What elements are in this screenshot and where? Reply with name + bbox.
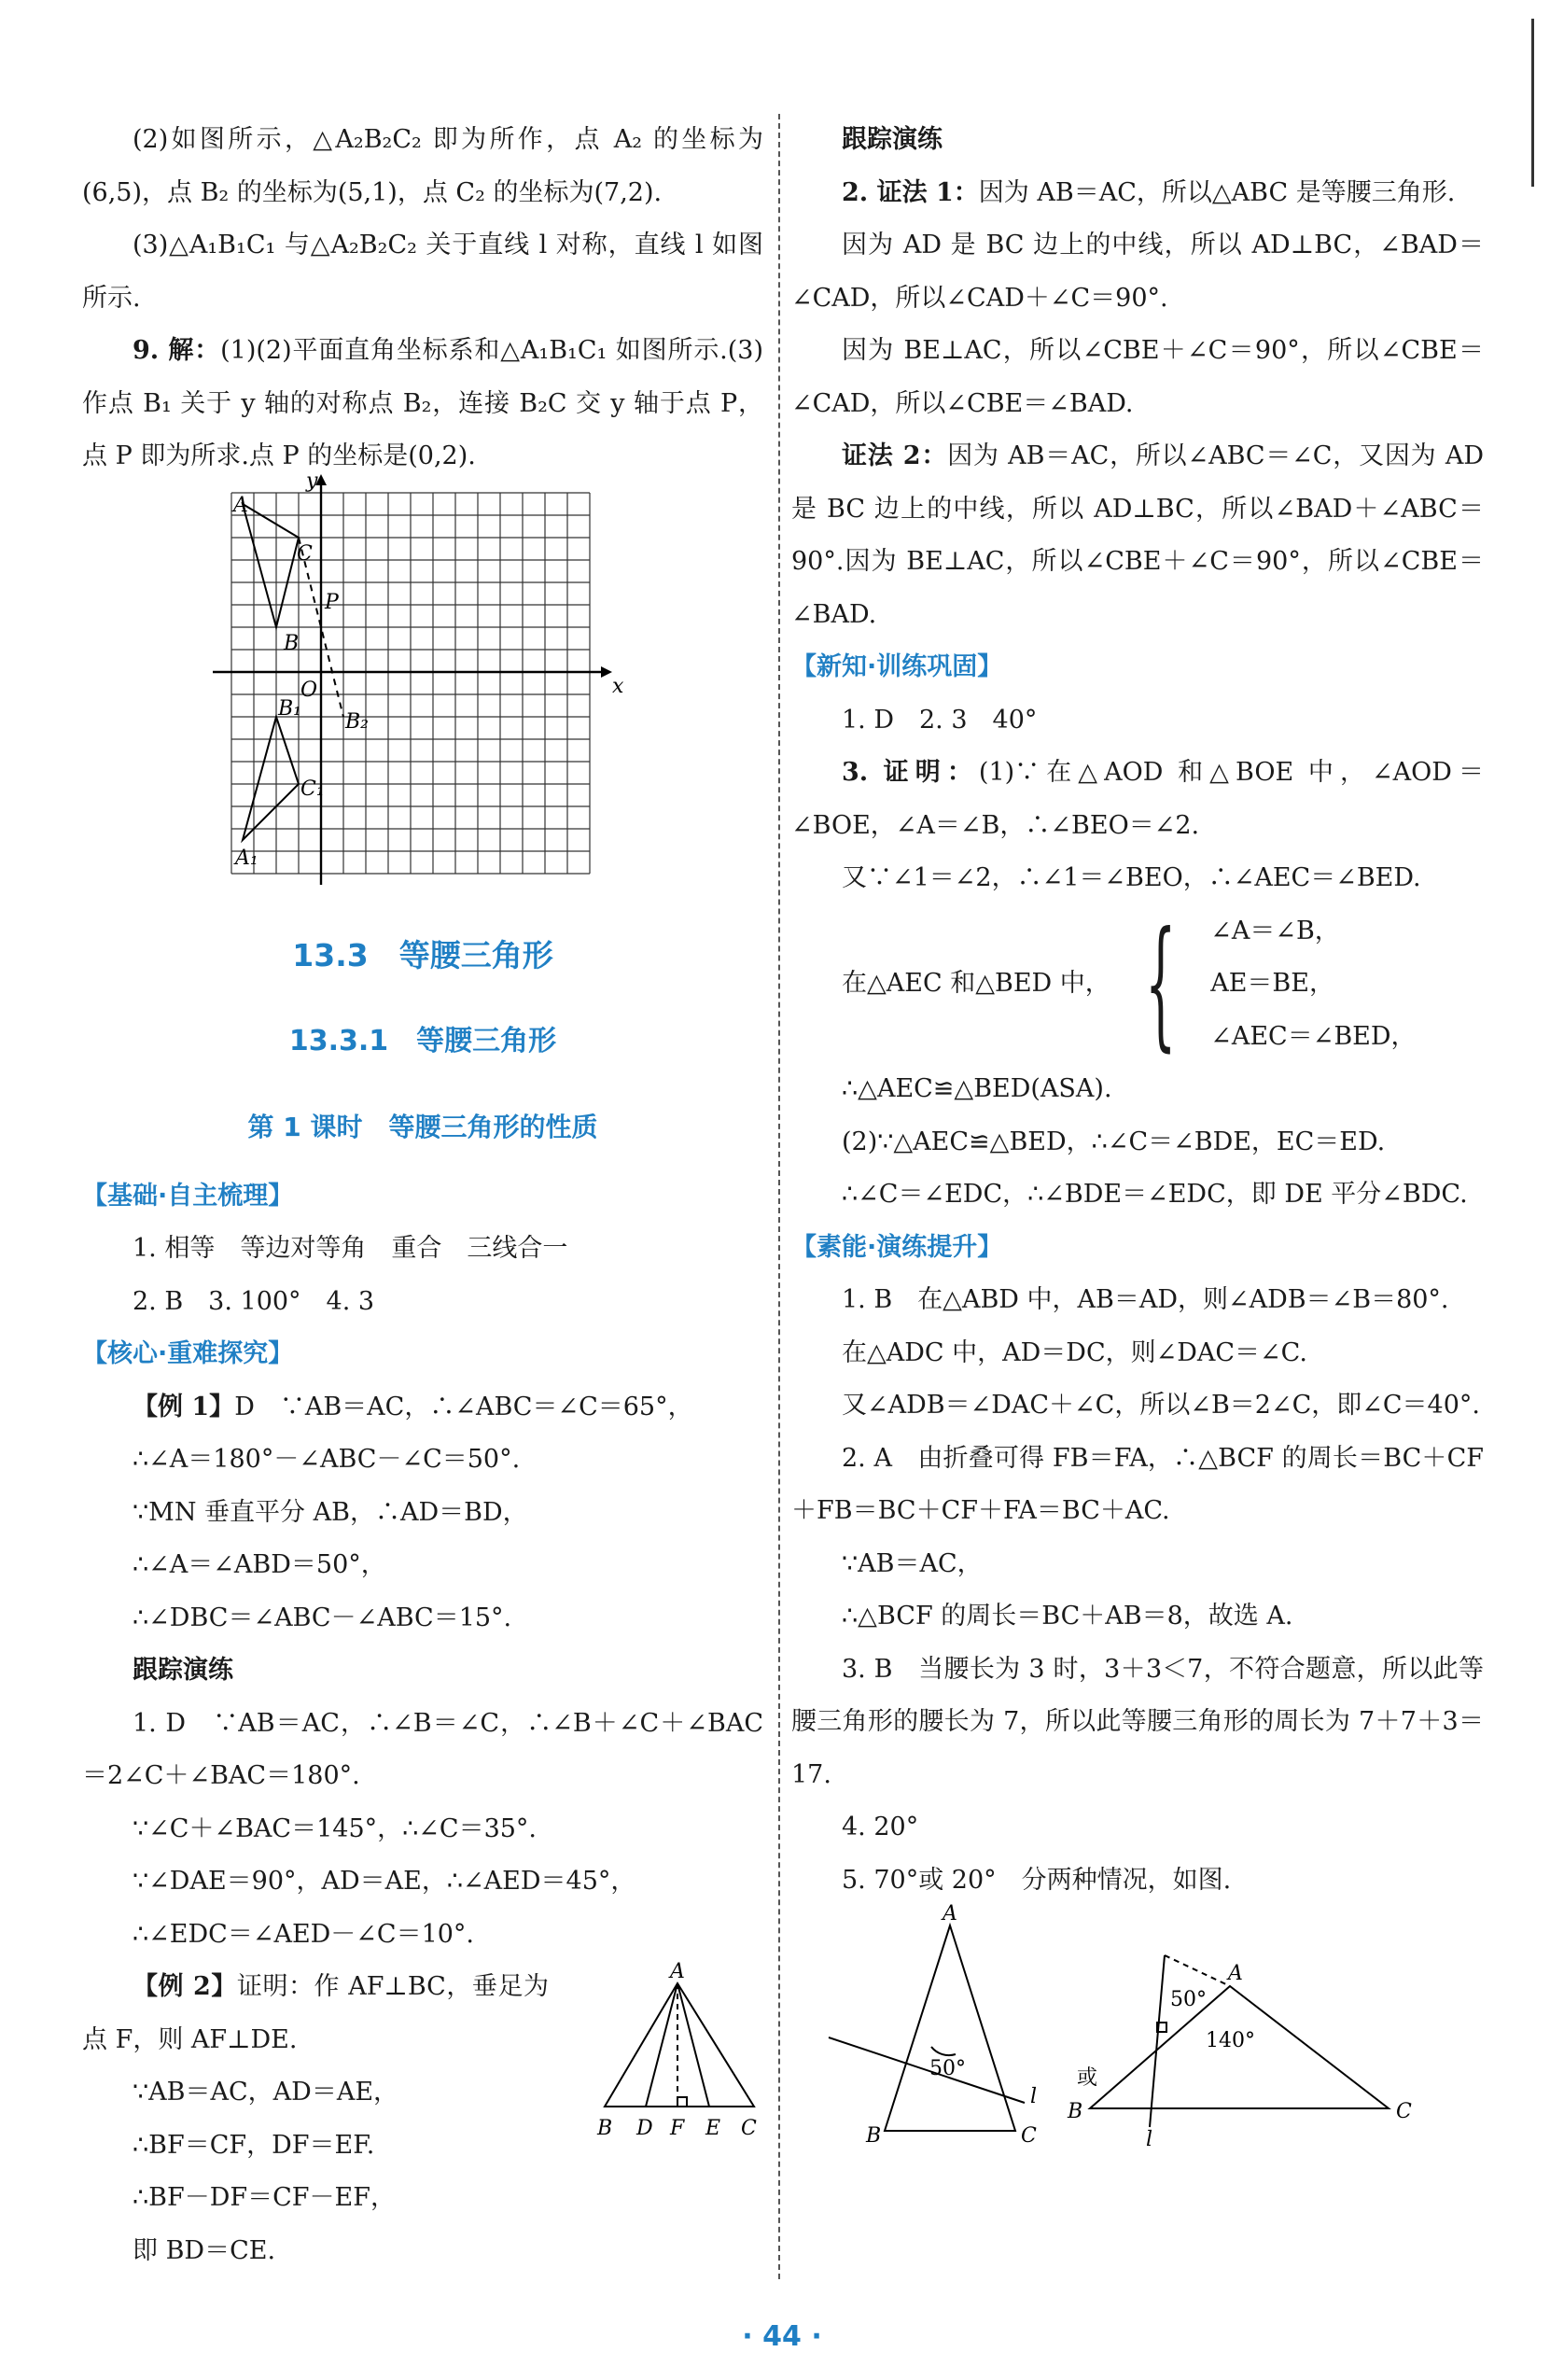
triangle-label-e: E (705, 2117, 721, 2140)
or-label: 或 (1077, 2066, 1098, 2090)
point-label-a: A (233, 493, 248, 517)
proof-lead: 2. 证法 1： (842, 177, 979, 207)
column-divider (778, 114, 780, 2279)
condition-line: AE＝BE， (1210, 969, 1334, 998)
answer-lead: 9. 解： (133, 336, 221, 365)
paragraph: (3)△A₁B₁C₁ 与△A₂B₂C₂ 关于直线 l 对称，直线 l 如图所示. (82, 231, 763, 313)
example-line: ∵AB＝AC，AD＝AE， (133, 2078, 399, 2107)
two-cases-figure (791, 1902, 1484, 2151)
case1-label-c: C (1021, 2124, 1037, 2148)
example-line: ∴∠DBC＝∠ABC－∠ABC＝15°. (133, 1603, 512, 1632)
paragraph: 1. B 在△ABD 中，AB＝AD，则∠ADB＝∠B＝80°. (842, 1285, 1449, 1314)
example-line: ∴∠A＝180°－∠ABC－∠C＝50°. (133, 1445, 521, 1474)
condition-brace-block (791, 905, 1484, 1064)
proof-text: 因为 AB＝AC，所以∠ABC＝∠C，又因为 AD 是 BC 边上的中线，所以 AD⊥BC，所以∠BAD＋∠ABC＝90°.因为 BE⊥AC，所以∠CBE＋∠C＝90°，所以∠CBE＝∠BAD. (791, 441, 1484, 629)
paragraph: 因为 BE⊥AC，所以∠CBE＋∠C＝90°，所以∠CBE＝∠CAD，所以∠CBE＝∠BAD. (791, 336, 1484, 418)
section-tag: 【核心·重难探究】 (82, 1339, 294, 1368)
example-line: ∵MN 垂直平分 AB，∴AD＝BD， (133, 1497, 528, 1527)
lesson-title: 第 1 课时 等腰三角形的性质 (247, 1111, 598, 1142)
paragraph: 又∵∠1＝∠2，∴∠1＝∠BEO，∴∠AEC＝∠BED. (842, 863, 1421, 892)
point-label-c: C (297, 541, 313, 566)
case2-angle-label-1: 50° (1170, 1988, 1207, 2011)
paragraph: 4. 20° (842, 1813, 919, 1841)
condition-line: ∠AEC＝∠BED， (1210, 1021, 1417, 1051)
paragraph: 5. 70°或 20° 分两种情况，如图. (842, 1865, 1232, 1895)
point-label-c1: C₁ (300, 777, 325, 801)
case1-angle-label: 50° (929, 2057, 966, 2080)
brace-lead-text: 在△AEC 和△BED 中， (842, 969, 1110, 998)
origin-label: O (300, 678, 318, 702)
right-column (791, 114, 1484, 2149)
example-line: ∴BF＝CF，DF＝EF. (133, 2130, 375, 2160)
case1-label-a: A (943, 1902, 957, 1925)
answer-line: 1. D 2. 3 40° (842, 705, 1038, 735)
section-tag: 【素能·演练提升】 (791, 1232, 1003, 1262)
case1-label-b: B (866, 2124, 882, 2148)
paragraph (791, 167, 1484, 220)
paragraph: 因为 AD 是 BC 边上的中线，所以 AD⊥BC，∠BAD＝∠CAD，所以∠CAD＋∠C＝90°. (791, 231, 1484, 313)
example-line: ∴BF－DF＝CF－EF， (133, 2183, 396, 2212)
paragraph: 又∠ADB＝∠DAC＋∠C，所以∠B＝2∠C，即∠C＝40°. (842, 1391, 1480, 1420)
paragraph: ∵AB＝AC， (842, 1548, 983, 1578)
paragraph: (2)∵△AEC≌△BED，∴∠C＝∠BDE，EC＝ED. (842, 1127, 1386, 1156)
point-label-b2: B₂ (345, 709, 369, 734)
coordinate-grid-figure (82, 469, 763, 894)
triangle-label-f: F (670, 2117, 685, 2140)
paragraph: ∴∠EDC＝∠AED－∠C＝10°. (133, 1919, 475, 1949)
condition-line: ∠A＝∠B， (1210, 916, 1340, 945)
brace-conditions (1210, 905, 1416, 1064)
section-tag: 【新知·训练巩固】 (791, 652, 1003, 681)
subsection-title: 13.3.1 等腰三角形 (288, 1024, 557, 1057)
case2-label-a: A (1228, 1962, 1243, 1985)
proof-text: 因为 AB＝AC，所以△ABC 是等腰三角形. (978, 177, 1456, 207)
section-tag: 【基础·自主梳理】 (82, 1181, 294, 1211)
triangle-label-c: C (741, 2117, 757, 2140)
subheading: 跟踪演练 (133, 1656, 233, 1685)
case2-angle-label-2: 140° (1206, 2029, 1255, 2052)
point-label-a1: A₁ (235, 846, 258, 870)
case2-label-b: B (1068, 2100, 1083, 2123)
subheading: 跟踪演练 (842, 125, 943, 154)
proof-text: (1)∵在△AOD 和△BOE 中，∠AOD＝∠BOE，∠A＝∠B，∴∠BEO＝∠2. (791, 758, 1484, 840)
example-2-block (82, 1961, 763, 2277)
answer-line: 1. 相等 等边对等角 重合 三线合一 (133, 1234, 568, 1263)
left-column (82, 114, 763, 2277)
paragraph: 3. B 当腰长为 3 时，3＋3＜7，不符合题意，所以此等腰三角形的腰长为 7，所以此等腰三角形的周长为 7＋7＋3＝17. (791, 1654, 1484, 1789)
proof-lead: 证法 2： (842, 441, 948, 470)
answer-text: (1)(2)平面直角坐标系和△A₁B₁C₁ 如图所示.(3)作点 B₁ 关于 y 轴的对称点 B₂，连接 B₂C 交 y 轴于点 P，点 P 即为所求.点 P 的坐标是(0,2). (82, 336, 763, 470)
paragraph: ∴△AEC≌△BED(ASA). (842, 1074, 1112, 1103)
paragraph (82, 325, 763, 483)
case2-label-c: C (1396, 2100, 1412, 2123)
axis-label-y: y (306, 469, 318, 493)
brace-glyph: { (1144, 903, 1177, 1066)
example-line (82, 1961, 549, 2066)
paragraph (791, 747, 1484, 852)
paragraph: ∴∠C＝∠EDC，∴∠BDE＝∠EDC，即 DE 平分∠BDC. (842, 1180, 1468, 1209)
paragraph: (2)如图所示，△A₂B₂C₂ 即为所作，点 A₂ 的坐标为(6,5)，点 B₂ 的坐标为(5,1)，点 C₂ 的坐标为(7,2). (82, 125, 763, 207)
triangle-label-a: A (670, 1960, 685, 1983)
edge-line (1531, 19, 1534, 187)
example-lead: 【例 2】 (133, 1972, 237, 2001)
section-title: 13.3 等腰三角形 (292, 936, 553, 973)
paragraph: 1. D ∵AB＝AC，∴∠B＝∠C，∴∠B＋∠C＋∠BAC＝2∠C＋∠BAC＝180°. (82, 1708, 763, 1790)
paragraph: 在△ADC 中，AD＝DC，则∠DAC＝∠C. (842, 1337, 1307, 1367)
axis-label-x: x (612, 674, 624, 698)
paragraph: ∵∠DAE＝90°，AD＝AE，∴∠AED＝45°， (133, 1867, 636, 1896)
case1-line-label: l (1030, 2085, 1038, 2108)
page-number: · 44 · (742, 2320, 822, 2353)
example-text: 证明：作 AF⊥BC，垂足为点 F，则 AF⊥DE. (82, 1972, 549, 2054)
example-line: 即 BD＝CE. (133, 2235, 276, 2265)
paragraph: ∴△BCF 的周长＝BC＋AB＝8，故选 A. (842, 1602, 1293, 1631)
example-lead: 【例 1】 (133, 1392, 235, 1421)
point-label-b1: B₁ (278, 696, 301, 721)
example-line: ∴∠A＝∠ABD＝50°， (133, 1550, 386, 1579)
triangle-label-b: B (597, 2117, 613, 2140)
triangle-label-d: D (636, 2117, 653, 2140)
point-label-p: P (325, 590, 339, 614)
paragraph: 2. A 由折叠可得 FB＝FA，∴△BCF 的周长＝BC＋CF＋FB＝BC＋CF＋FA＝BC＋AC. (791, 1443, 1484, 1525)
point-label-b: B (284, 631, 300, 655)
case2-line-label: l (1146, 2128, 1153, 2151)
example-line (82, 1381, 763, 1435)
answer-line: 2. B 3. 100° 4. 3 (133, 1286, 375, 1316)
paragraph: ∵∠C＋∠BAC＝145°，∴∠C＝35°. (133, 1813, 538, 1843)
example-text: D ∵AB＝AC，∴∠ABC＝∠C＝65°， (234, 1392, 693, 1421)
proof-lead: 3. 证明： (842, 758, 979, 787)
paragraph (791, 430, 1484, 641)
isosceles-triangle-figure (595, 1961, 763, 2148)
